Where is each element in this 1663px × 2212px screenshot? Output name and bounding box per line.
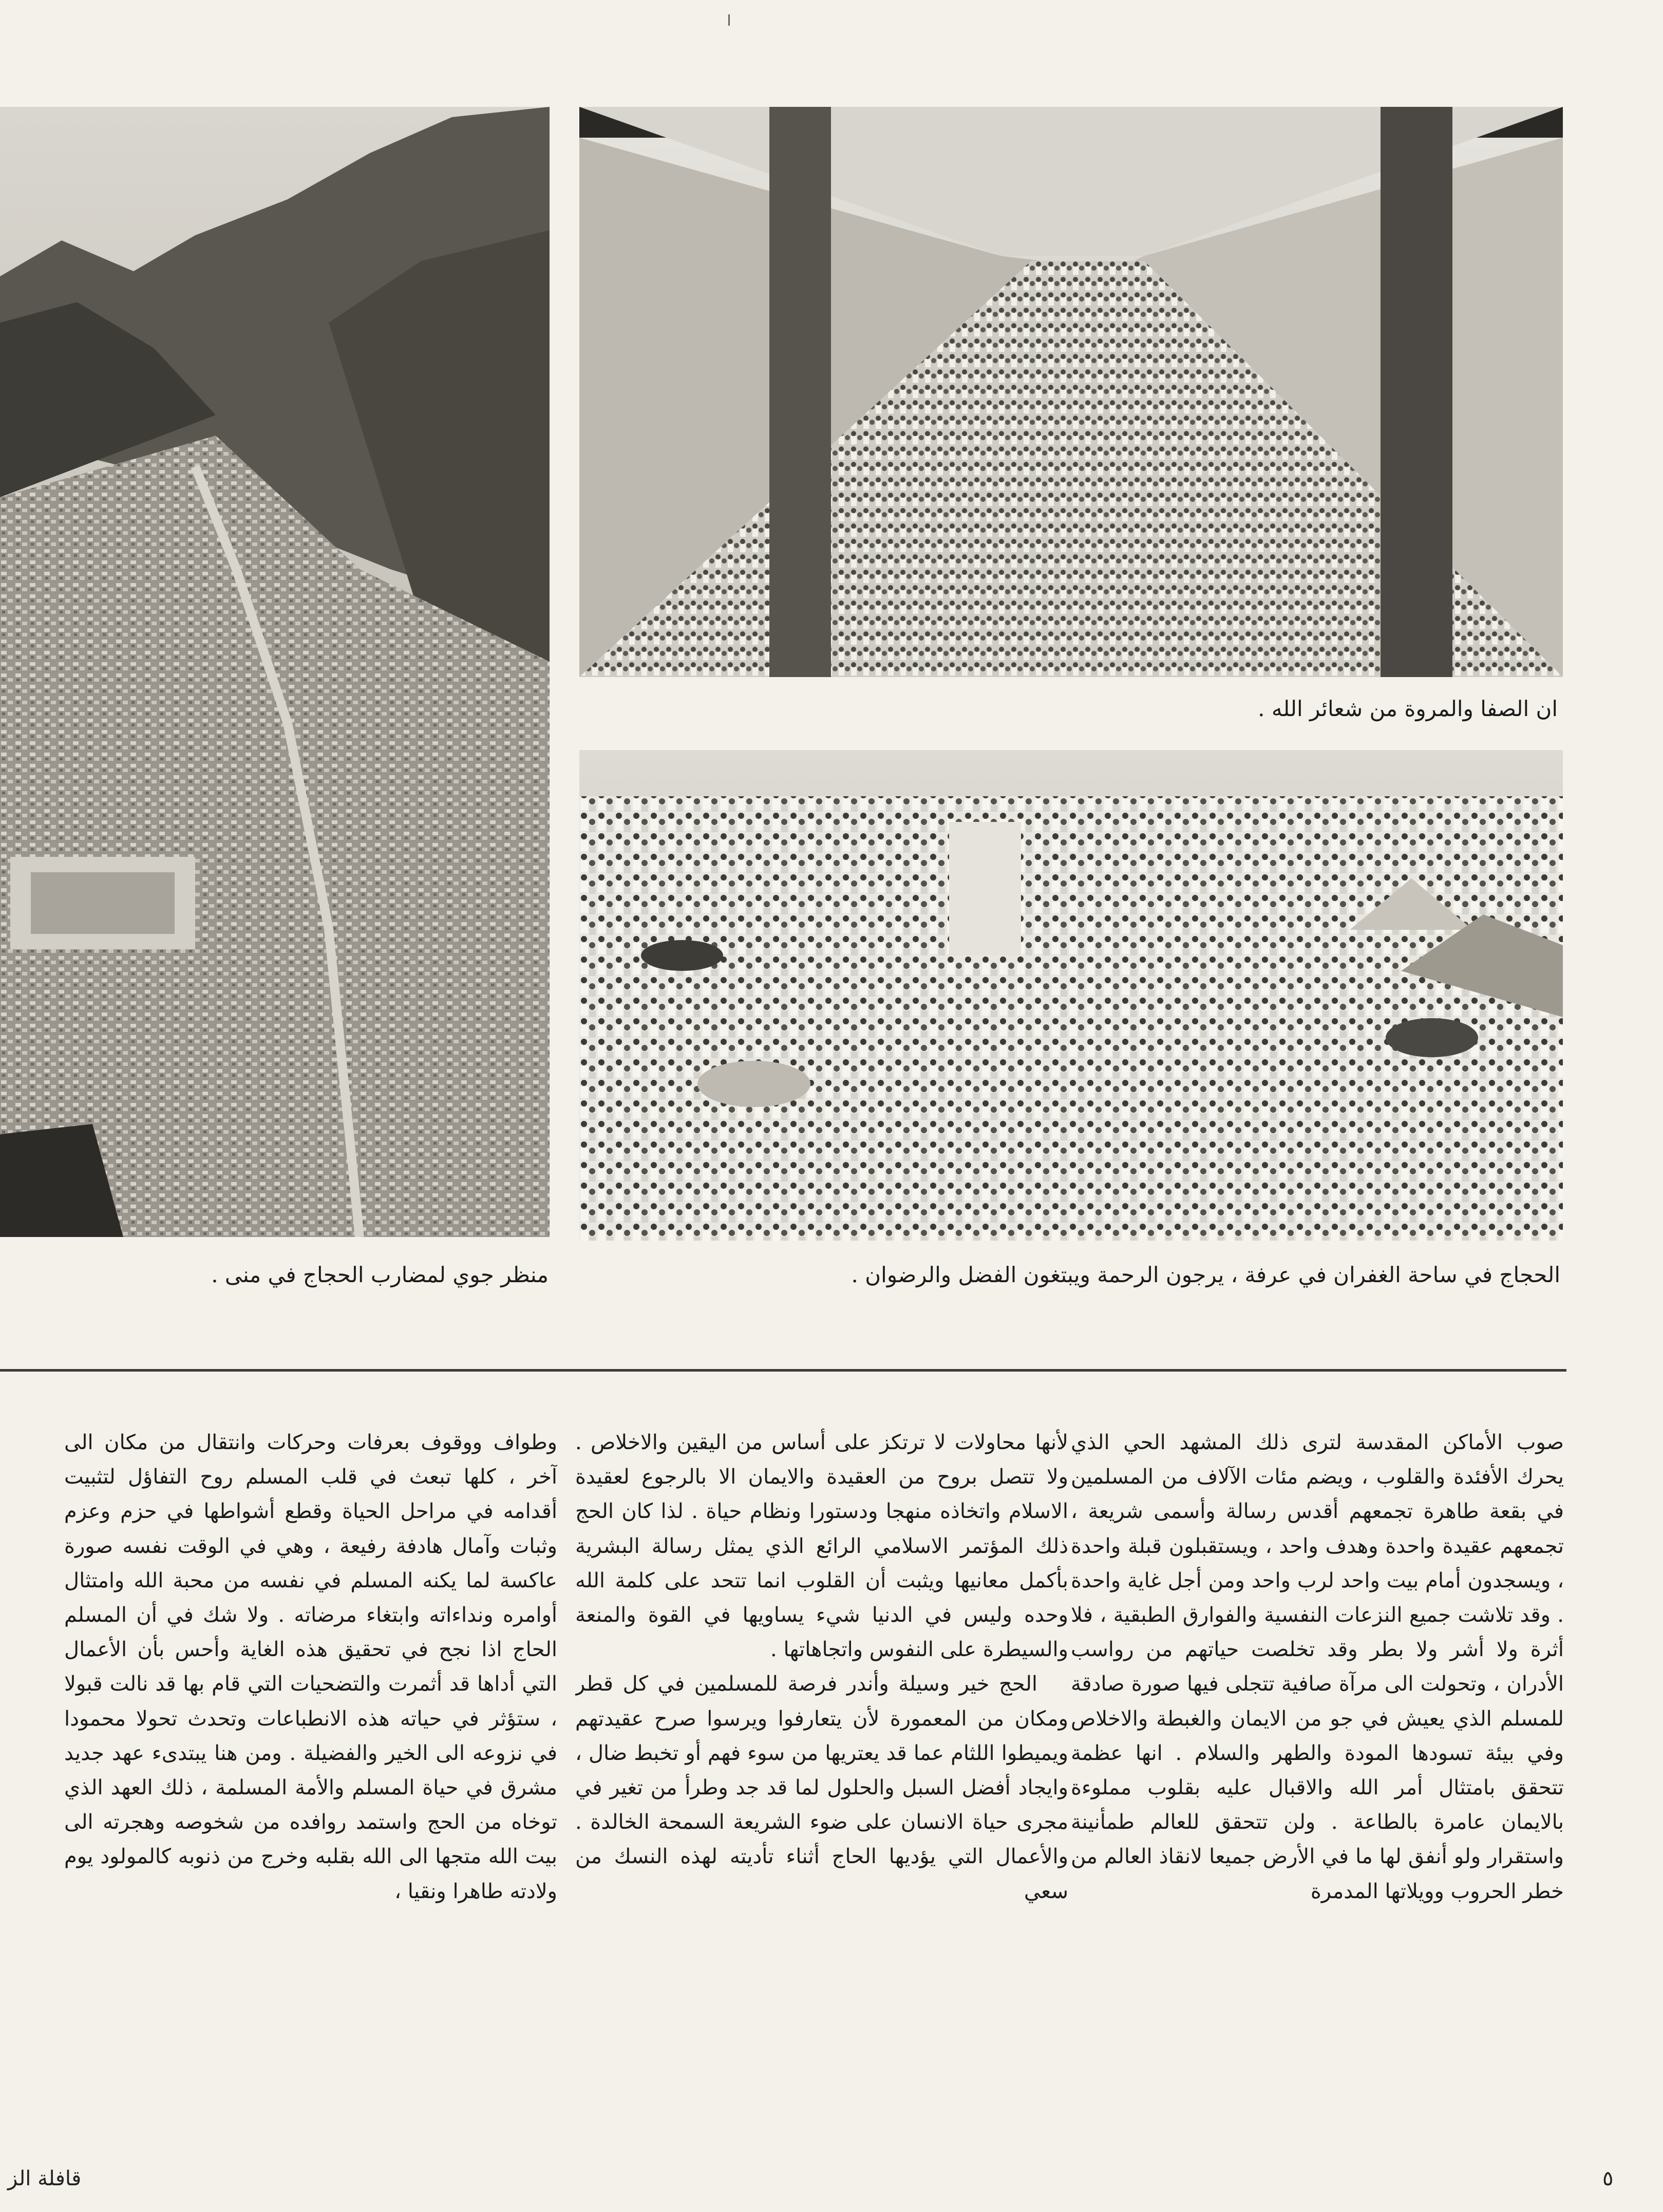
paragraph: الحج خير وسيلة وأندر فرصة للمسلمين في كل قطر ومكان من المعمورة لأن يتعارفوا ويرسوا صرح عقيدتهم ويميطوا اللثام عما قد يعتريها من سوء فهم أو تخبط ضال ، وايجاد أفضل السبل والحلول لما قد جد وطرأ من تغير في مجرى حياة الانسان على ضوء الشريعة السمحة الخالدة . والأعمال التي يؤديها الحاج أثناء تأديته لهذه النسك من سعي (575, 1672, 1068, 1903)
article-column-right (1071, 1426, 1564, 2116)
arafat-crowd-photo (579, 750, 1563, 1241)
magazine-name: قافلة الز (8, 2167, 82, 2190)
page-number: ٥ (1602, 2167, 1614, 2190)
paragraph: صوب الأماكن المقدسة لترى ذلك المشهد الحي الذي يحرك الأفئدة والقلوب ، ويضم مئات الآلاف من المسلمين في بقعة طاهرة تجمعهم أقدس رسالة وأسمى شريعة ، تجمعهم عقيدة واحدة وهدف واحد ، ويستقبلون قبلة واحدة ، ويسجدون أمام بيت واحد لرب واحد ومن أجل غاية واحدة . وقد تلاشت جميع النزعات النفسية والفوارق الطبقية ، فلا أثرة ولا أشر ولا بطر وقد تخلصت حياتهم من رواسب الأدران ، وتحولت الى مرآة صافية تتجلى فيها صورة صادقة للمسلم الذي يعيش في جو من الايمان والغبطة والاخلاص وفي بيئة تسودها المودة والطهر والسلام . انها عظمة تتحقق بامتثال أمر الله والاقبال عليه بقلوب مملوءة بالايمان عامرة بالطاعة . ولن تتحقق للعالم طمأنينة واستقرار ولو أنفق لها ما في الأرض جميعا لانقاذ العالم من خطر الحروب وويلاتها المدمرة (1071, 1431, 1564, 1903)
paragraph: لأنها محاولات لا ترتكز على أساس من اليقين والاخلاص . ولا تتصل بروح من العقيدة والايمان الا بالرجوع لعقيدة الاسلام واتخاذه منهجا ودستورا ونظام حياة . لذا كان الحج ذلك المؤتمر الاسلامي الرائع الذي يمثل رسالة البشرية بأكمل معانيها ويثبت أن القلوب انما تتحد على كلمة الله وحده وليس في الدنيا شيء يساويها في القوة والمنعة والسيطرة على النفوس واتجاهاتها . (575, 1431, 1068, 1662)
print-mark (728, 14, 730, 26)
section-divider (0, 1369, 1566, 1372)
safa-marwa-caption: ان الصفا والمروة من شعائر الله . (1258, 696, 1558, 721)
paragraph: وطواف ووقوف بعرفات وحركات وانتقال من مكان الى آخر ، كلها تبعث في قلب المسلم روح التفاؤل لتثبيت أقدامه في مراحل الحياة وقطع أشواطها في حزم وعزم وثبات وآمال هادفة رفيعة ، وهي في الوقت نفسه صورة عاكسة لما يكنه المسلم في نفسه من محبة الله وامتثال أوامره ونداءاته وابتغاء مرضاته . ولا شك في أن المسلم الحاج اذا نجح في تحقيق هذه الغاية وأحس بأن الأعمال التي أداها قد أثمرت والتضحيات التي قام بها قد نالت قبولا ، ستؤثر في حياته هذه الانطباعات وتحدث تحولا محمودا في نزوعه الى الخير والفضيلة . ومن هنا يبتدىء عهد جديد مشرق في حياة المسلم والأمة المسلمة ، ذلك العهد الذي توخاه من الحج واستمد روافده من شخوصه وهجرته الى بيت الله متجها الى الله بقلبه وخرج من ذنوبه كالمولود يوم ولادته طاهرا ونقيا ، (64, 1431, 557, 1903)
mina-caption: منظر جوي لمضارب الحجاج في منى . (211, 1262, 549, 1287)
safa-marwa-photo (579, 107, 1563, 677)
arafat-caption: الحجاج في ساحة الغفران في عرفة ، يرجون الرحمة ويبتغون الفضل والرضوان . (851, 1262, 1560, 1287)
mina-aerial-photo (0, 107, 550, 1237)
article-column-left (64, 1426, 557, 2116)
article-column-middle (575, 1426, 1068, 2116)
